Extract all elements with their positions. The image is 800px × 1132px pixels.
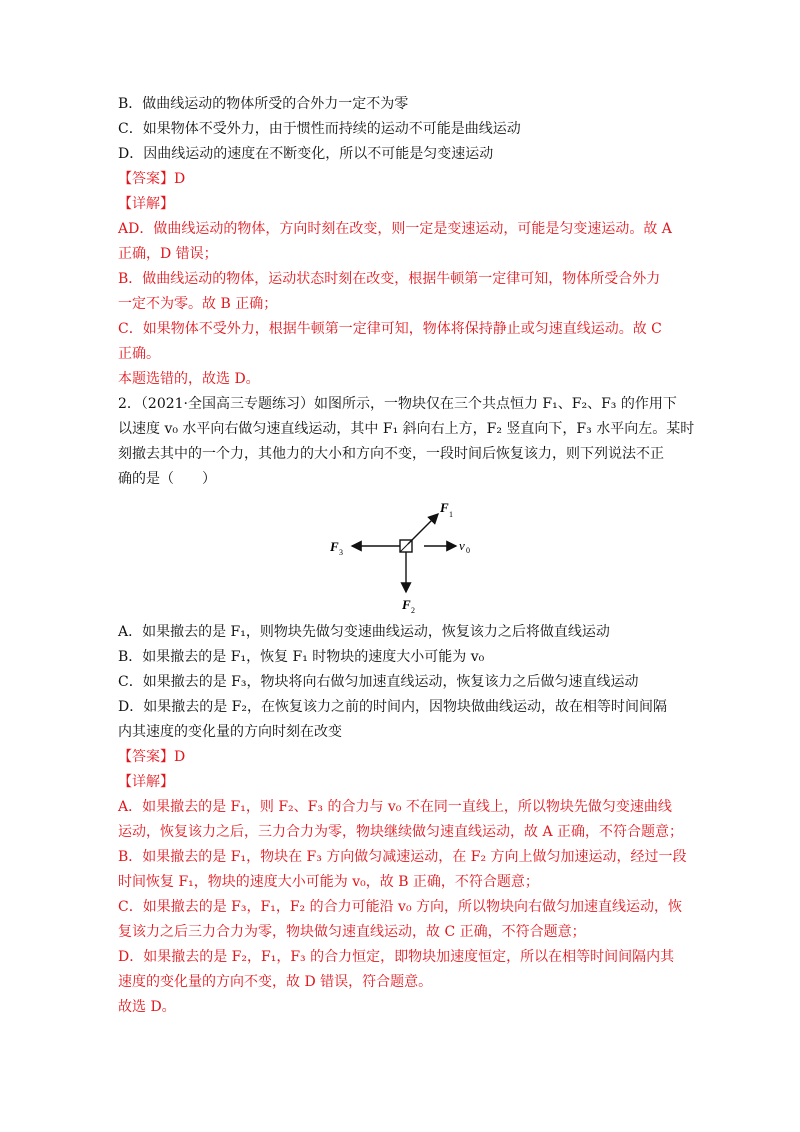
v0-label-sub: 0 bbox=[466, 546, 470, 555]
f3-label-sub: 3 bbox=[339, 548, 343, 557]
q2-analysis-line: 复该力之后三力合力为零，物块做匀速直线运动，故 C 正确，不符合题意； bbox=[118, 924, 586, 940]
q2-stem-line: 2．（2021·全国高三专题练习）如图所示，一物块仅在三个共点恒力 F₁、F₂、F₃ 的作用下 bbox=[118, 396, 677, 412]
q2-stem-line: 以速度 v₀ 水平向右做匀速直线运动，其中 F₁ 斜向右上方，F₂ 竖直向下，F₃ 水平向左。某时 bbox=[118, 421, 695, 437]
v0-label: v bbox=[459, 538, 465, 553]
f1-label-sub: 1 bbox=[449, 510, 453, 519]
q1-analysis-line: 一定不为零。故 B 正确； bbox=[118, 296, 278, 312]
f1-arrow bbox=[408, 514, 438, 544]
q2-analysis-line: 时间恢复 F₁，物块的速度大小可能为 v₀，故 B 正确，不符合题意； bbox=[118, 874, 539, 890]
q2-analysis-line: A．如果撤去的是 F₁，则 F₂、F₃ 的合力与 v₀ 不在同一直线上，所以物块先做匀变速曲线 bbox=[118, 799, 672, 815]
q2-analysis-line: C．如果撤去的是 F₃，F₁，F₂ 的合力可能沿 v₀ 方向，所以物块向右做匀加速直线运动，恢 bbox=[118, 899, 683, 915]
q1-analysis-line: B．做曲线运动的物体，运动状态时刻在改变，根据牛顿第一定律可知，物体所受合外力 bbox=[118, 271, 661, 287]
q1-analysis-line: C．如果物体不受外力，根据牛顿第一定律可知，物体将保持静止或匀速直线运动。故 C bbox=[118, 321, 662, 337]
q2-option-b: B．如果撤去的是 F₁，恢复 F₁ 时物块的速度大小可能为 v₀ bbox=[118, 649, 485, 665]
q2-conclusion: 故选 D。 bbox=[118, 999, 176, 1015]
force-diagram-svg bbox=[328, 496, 488, 614]
f1-label: F bbox=[440, 500, 449, 515]
q1-option-c: C．如果物体不受外力，由于惯性而持续的运动不可能是曲线运动 bbox=[118, 121, 521, 137]
q1-option-b: B．做曲线运动的物体所受的合外力一定不为零 bbox=[118, 96, 409, 112]
q2-option-c: C．如果撤去的是 F₃，物块将向右做匀加速直线运动，恢复该力之后做匀速直线运动 bbox=[118, 674, 639, 690]
q2-analysis-line: D．如果撤去的是 F₂，F₁，F₃ 的合力恒定，即物块加速度恒定，所以在相等时间间隔内其 bbox=[118, 949, 675, 965]
q2-analysis-line: 运动，恢复该力之后，三力合力为零，物块继续做匀速直线运动，故 A 正确，不符合题意； bbox=[118, 824, 684, 840]
q1-analysis-line: 正确，D 错误； bbox=[118, 246, 218, 262]
q1-answer: 【答案】D bbox=[118, 171, 186, 187]
q2-analysis-line: 速度的变化量的方向不变，故 D 错误，符合题意。 bbox=[118, 974, 433, 990]
f3-label: F bbox=[330, 539, 339, 554]
q2-detail-title: 【详解】 bbox=[118, 774, 174, 790]
f2-label-sub: 2 bbox=[411, 606, 415, 614]
q1-analysis-line: 正确。 bbox=[118, 346, 160, 362]
force-diagram bbox=[118, 496, 688, 614]
document-page bbox=[118, 92, 695, 1020]
q2-option-a: A．如果撤去的是 F₁，则物块先做匀变速曲线运动，恢复该力之后将做直线运动 bbox=[118, 624, 610, 640]
q2-analysis-line: B．如果撤去的是 F₁，物块在 F₃ 方向做匀减速运动，在 F₂ 方向上做匀加速运动，经过一段 bbox=[118, 849, 687, 865]
q1-analysis-line: AD．做曲线运动的物体，方向时刻在改变，则一定是变速运动，可能是匀变速运动。故 A bbox=[118, 221, 672, 237]
q1-detail-title: 【详解】 bbox=[118, 196, 174, 212]
f2-label: F bbox=[402, 597, 411, 612]
q2-answer: 【答案】D bbox=[118, 749, 186, 765]
q2-option-d: D．如果撤去的是 F₂，在恢复该力之前的时间内，因物块做曲线运动，故在相等时间间隔 bbox=[118, 699, 667, 715]
q1-conclusion: 本题选错的，故选 D。 bbox=[118, 371, 260, 387]
q1-option-d: D．因曲线运动的速度在不断变化，所以不可能是匀变速运动 bbox=[118, 146, 494, 162]
q2-stem-line: 刻撤去其中的一个力，其他力的大小和方向不变，一段时间后恢复该力，则下列说法不正 bbox=[118, 446, 664, 462]
q2-option-d-cont: 内其速度的变化量的方向时刻在改变 bbox=[118, 724, 342, 740]
q2-stem-line: 确的是（ ） bbox=[118, 471, 216, 487]
